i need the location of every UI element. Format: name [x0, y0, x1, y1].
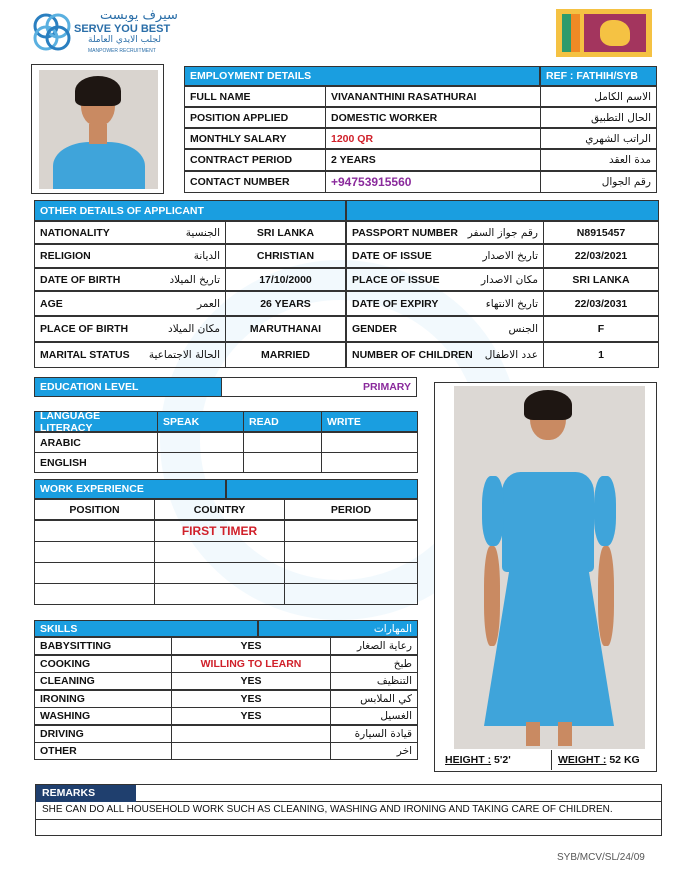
detail-label-en: RELIGION — [40, 250, 91, 262]
language-header: LANGUAGE LITERACY — [34, 411, 158, 432]
skills-header-arabic: المهارات — [258, 620, 418, 637]
skill-label-arabic: الغسيل — [330, 707, 418, 725]
applicant-detail-label — [346, 316, 544, 342]
height-value: 5'2' — [494, 754, 511, 766]
employment-value: +94753915560 — [325, 171, 541, 193]
logo-sub: MANPOWER RECRUITMENT — [88, 48, 156, 54]
weight-field — [553, 750, 653, 770]
applicant-detail-value: CHRISTIAN — [225, 244, 346, 268]
detail-label-ar: الجنس — [508, 323, 538, 335]
work-cell — [34, 541, 155, 563]
language-cell — [243, 432, 322, 453]
employment-label-arabic: الاسم الكامل — [540, 86, 657, 107]
language-cell — [321, 452, 418, 473]
employment-value: 1200 QR — [325, 128, 541, 149]
applicant-detail-value: MARRIED — [225, 342, 346, 368]
skill-label-arabic: اخر — [330, 742, 418, 760]
skill-label: WASHING — [34, 707, 172, 725]
detail-label-ar: تاريخ الاصدار — [482, 250, 538, 262]
applicant-detail-label — [34, 342, 226, 368]
applicant-portrait-frame — [31, 64, 164, 194]
detail-label-en: PLACE OF BIRTH — [40, 323, 129, 335]
logo-name: SERVE YOU BEST — [74, 23, 171, 35]
work-column-header: PERIOD — [284, 499, 418, 520]
applicant-detail-label — [34, 291, 226, 316]
detail-label-ar: مكان الاصدار — [481, 273, 538, 286]
work-cell — [284, 541, 418, 563]
logo-arabic-sub: لجلب الايدي العاملة — [88, 35, 161, 45]
employment-value: 2 YEARS — [325, 149, 541, 171]
applicant-detail-label — [346, 291, 544, 316]
skill-value: YES — [171, 707, 331, 725]
work-experience-header-right — [226, 479, 418, 499]
applicant-detail-label — [346, 244, 544, 268]
remarks-text: SHE CAN DO ALL HOUSEHOLD WORK SUCH AS CLEANING, WASHING AND IRONING AND TAKING CARE OF CHILDREN. — [42, 804, 613, 815]
language-name: ENGLISH — [34, 452, 158, 473]
skill-value — [171, 725, 331, 743]
applicant-detail-label — [346, 342, 544, 368]
skill-label: CLEANING — [34, 672, 172, 690]
education-level-value: PRIMARY — [221, 377, 417, 397]
language-cell — [243, 452, 322, 473]
applicant-detail-value: 22/03/2021 — [543, 244, 659, 268]
detail-label-en: DATE OF BIRTH — [40, 273, 121, 286]
work-experience-header: WORK EXPERIENCE — [34, 479, 226, 499]
skill-label: BABYSITTING — [34, 637, 172, 655]
applicant-detail-value: MARUTHANAI — [225, 316, 346, 342]
detail-label-en: MARITAL STATUS — [40, 349, 130, 361]
skills-header: SKILLS — [34, 620, 258, 637]
applicant-detail-value: 1 — [543, 342, 659, 368]
work-column-header: POSITION — [34, 499, 155, 520]
employment-label-arabic: الراتب الشهري — [540, 128, 657, 149]
language-header: WRITE — [321, 411, 418, 432]
detail-label-en: NATIONALITY — [40, 226, 110, 239]
footer-code: SYB/MCV/SL/24/09 — [557, 852, 645, 863]
work-cell — [284, 583, 418, 605]
skill-label-arabic: طبخ — [330, 655, 418, 673]
skill-label: COOKING — [34, 655, 172, 673]
employment-label: CONTRACT PERIOD — [184, 149, 326, 171]
employment-label-arabic: مدة العقد — [540, 149, 657, 171]
applicant-detail-label — [346, 221, 544, 244]
weight-label: WEIGHT : — [558, 754, 607, 766]
work-column-header: COUNTRY — [154, 499, 285, 520]
detail-label-ar: الجنسية — [185, 226, 220, 239]
detail-label-ar: الديانة — [193, 250, 220, 262]
work-cell — [284, 520, 418, 542]
height-label: HEIGHT : — [445, 754, 492, 766]
detail-label-ar: العمر — [196, 297, 220, 310]
height-field — [440, 750, 552, 770]
work-cell — [154, 541, 285, 563]
detail-label-ar: مكان الميلاد — [168, 323, 220, 335]
language-cell — [157, 432, 244, 453]
employment-details-header: EMPLOYMENT DETAILS — [184, 66, 540, 86]
detail-label-en: DATE OF ISSUE — [352, 250, 432, 262]
employment-label-arabic: الحال التطبيق — [540, 107, 657, 128]
lion-icon — [600, 20, 630, 46]
work-cell — [154, 562, 285, 584]
applicant-detail-value: N8915457 — [543, 221, 659, 244]
employment-value: DOMESTIC WORKER — [325, 107, 541, 128]
applicant-detail-label — [34, 268, 226, 291]
skill-label: DRIVING — [34, 725, 172, 743]
skill-label-arabic: كي الملابس — [330, 690, 418, 708]
work-cell — [34, 520, 155, 542]
skill-value: YES — [171, 672, 331, 690]
work-cell — [284, 562, 418, 584]
work-cell — [34, 562, 155, 584]
language-cell — [321, 432, 418, 453]
language-cell — [157, 452, 244, 473]
detail-label-ar: عدد الاطفال — [484, 349, 538, 361]
weight-value: 52 KG — [609, 754, 640, 766]
employment-label: FULL NAME — [184, 86, 326, 107]
skill-value: YES — [171, 690, 331, 708]
work-cell — [154, 583, 285, 605]
detail-label-en: GENDER — [352, 323, 397, 335]
applicant-detail-value: F — [543, 316, 659, 342]
company-logo — [30, 8, 190, 58]
work-cell: FIRST TIMER — [154, 520, 285, 542]
applicant-detail-value: 22/03/2031 — [543, 291, 659, 316]
work-cell — [34, 583, 155, 605]
detail-label-ar: الحالة الاجتماعية — [148, 349, 220, 361]
applicant-portrait — [39, 70, 158, 189]
detail-label-en: PLACE OF ISSUE — [352, 273, 440, 286]
skill-label: IRONING — [34, 690, 172, 708]
detail-label-ar: رقم جواز السفر — [467, 226, 538, 239]
skill-label-arabic: التنظيف — [330, 672, 418, 690]
applicant-full-photo — [454, 386, 645, 749]
employment-label-arabic: رقم الجوال — [540, 171, 657, 193]
language-header: READ — [243, 411, 322, 432]
skill-value: WILLING TO LEARN — [171, 655, 331, 673]
skill-label-arabic: رعاية الصغار — [330, 637, 418, 655]
applicant-detail-label — [346, 268, 544, 291]
detail-label-en: DATE OF EXPIRY — [352, 297, 439, 310]
education-level-label: EDUCATION LEVEL — [34, 377, 222, 397]
employment-label: POSITION APPLIED — [184, 107, 326, 128]
remarks-header: REMARKS — [36, 785, 136, 802]
detail-label-ar: تاريخ الميلاد — [169, 273, 220, 286]
skill-value — [171, 742, 331, 760]
applicant-detail-label — [34, 316, 226, 342]
language-header: SPEAK — [157, 411, 244, 432]
other-details-header-right — [346, 200, 659, 221]
skill-label: OTHER — [34, 742, 172, 760]
employment-value: VIVANANTHINI RASATHURAI — [325, 86, 541, 107]
remarks-box — [35, 784, 662, 836]
sri-lanka-flag — [556, 9, 652, 57]
detail-label-ar: تاريخ الانتهاء — [485, 297, 538, 310]
language-name: ARABIC — [34, 432, 158, 453]
employment-label: MONTHLY SALARY — [184, 128, 326, 149]
detail-label-en: PASSPORT NUMBER — [352, 226, 458, 239]
skill-value: YES — [171, 637, 331, 655]
applicant-detail-value: SRI LANKA — [225, 221, 346, 244]
detail-label-en: AGE — [40, 297, 63, 310]
detail-label-en: NUMBER OF CHILDREN — [352, 349, 473, 361]
applicant-detail-value: 17/10/2000 — [225, 268, 346, 291]
applicant-detail-label — [34, 221, 226, 244]
skill-label-arabic: قيادة السيارة — [330, 725, 418, 743]
logo-arabic: سيرف يوبست — [100, 8, 178, 23]
employment-label: CONTACT NUMBER — [184, 171, 326, 193]
applicant-full-photo-frame — [434, 382, 657, 772]
applicant-detail-value: 26 YEARS — [225, 291, 346, 316]
applicant-detail-label — [34, 244, 226, 268]
applicant-detail-value: SRI LANKA — [543, 268, 659, 291]
logo-rings-icon — [30, 10, 74, 54]
ref-number: REF : FATHIH/SYB — [540, 66, 657, 86]
other-details-header: OTHER DETAILS OF APPLICANT — [34, 200, 346, 221]
